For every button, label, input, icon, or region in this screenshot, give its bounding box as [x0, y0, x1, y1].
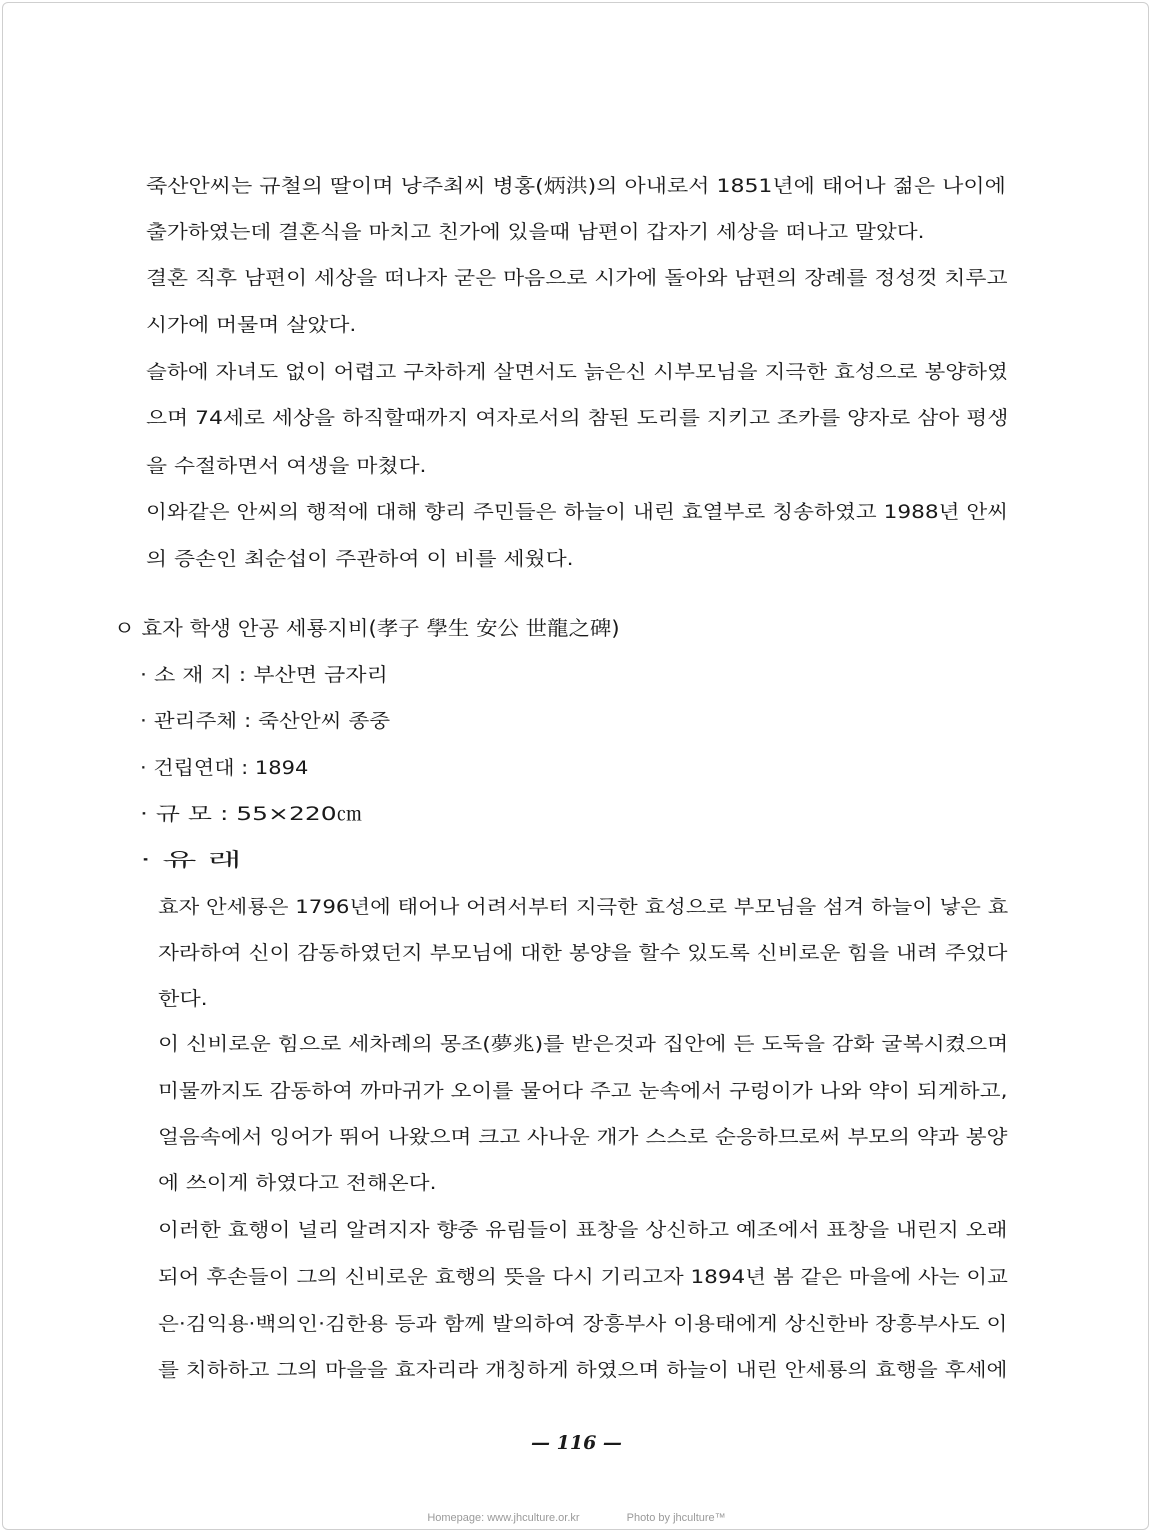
- footer: [0, 1512, 1153, 1524]
- body-line: 을 수절하면서 여생을 마쳤다.: [146, 455, 427, 477]
- body-line: 으며 74세로 세상을 하직할때까지 여자로서의 참된 도리를 지키고 조카를 양자로 삼아 평생: [146, 407, 1009, 429]
- info-manager: · 관리주체 : 죽산안씨 종중: [140, 710, 391, 732]
- info-location: · 소 재 지 : 부산면 금자리: [140, 664, 388, 686]
- body-line: 얼음속에서 잉어가 뛰어 나왔으며 크고 사나운 개가 스스로 순응하므로써 부모의 약과 봉양: [158, 1126, 1008, 1148]
- body-line: 이러한 효행이 널리 알려지자 향중 유림들이 표창을 상신하고 예조에서 표창을 내린지 오래: [158, 1219, 1008, 1241]
- body-line: 를 치하하고 그의 마을을 효자리라 개칭하게 하였으며 하늘이 내린 안세룡의 효행을 후세에: [158, 1359, 1008, 1381]
- info-size: · 규 모 : 55×220㎝: [140, 803, 362, 825]
- body-line: 효자 안세룡은 1796년에 태어나 어려서부터 지극한 효성으로 부모님을 섬겨 하늘이 낳은 효: [158, 896, 1009, 918]
- body-line: 이와같은 안씨의 행적에 대해 향리 주민들은 하늘이 내린 효열부로 칭송하였고 1988년 안씨: [146, 501, 1009, 523]
- body-line: 자라하여 신이 감동하였던지 부모님에 대한 봉양을 할수 있도록 신비로운 힘을 내려 주었다: [158, 942, 1008, 964]
- page-number: — 116 —: [531, 1432, 622, 1454]
- body-line: 한다.: [158, 988, 208, 1010]
- info-year: · 건립연대 : 1894: [140, 757, 309, 779]
- body-line: 에 쓰이게 하였다고 전해온다.: [158, 1172, 437, 1194]
- body-line: 이 신비로운 힘으로 세차례의 몽조(夢兆)를 받은것과 집안에 든 도둑을 감화 굴복시켰으며: [158, 1033, 1009, 1055]
- section-heading: ㅇ 효자 학생 안공 세룡지비(孝子 學生 安公 世龍之碑): [114, 616, 620, 640]
- body-line: 시가에 머물며 살았다.: [146, 314, 357, 336]
- footer-photo-credit: Photo by jhculture™: [626, 1512, 726, 1524]
- body-line: 미물까지도 감동하여 까마귀가 오이를 물어다 주고 눈속에서 구렁이가 나와 약이 되게하고,: [158, 1080, 1008, 1102]
- body-line: 슬하에 자녀도 없이 어렵고 구차하게 살면서도 늙은신 시부모님을 지극한 효성으로 봉양하였: [146, 361, 1008, 383]
- body-line: 죽산안씨는 규철의 딸이며 낭주최씨 병홍(炳洪)의 아내로서 1851년에 태어나 젊은 나이에: [146, 175, 1006, 197]
- footer-homepage: Homepage: www.jhculture.or.kr: [427, 1512, 580, 1524]
- body-line: 되어 후손들이 그의 신비로운 효행의 뜻을 다시 기리고자 1894년 봄 같은 마을에 사는 이교: [158, 1266, 1008, 1288]
- body-line: 은·김익용·백의인·김한용 등과 함께 발의하여 장흥부사 이용태에게 상신한바 장흥부사도 이: [158, 1313, 1008, 1335]
- body-line: 결혼 직후 남편이 세상을 떠나자 굳은 마음으로 시가에 돌아와 남편의 장례를 정성껏 치루고: [146, 267, 1008, 289]
- body-line: 의 증손인 최순섭이 주관하여 이 비를 세웠다.: [146, 548, 574, 570]
- body-line: 출가하였는데 결혼식을 마치고 친가에 있을때 남편이 갑자기 세상을 떠나고 말았다.: [146, 221, 925, 243]
- info-origin: · 유 래: [140, 849, 242, 871]
